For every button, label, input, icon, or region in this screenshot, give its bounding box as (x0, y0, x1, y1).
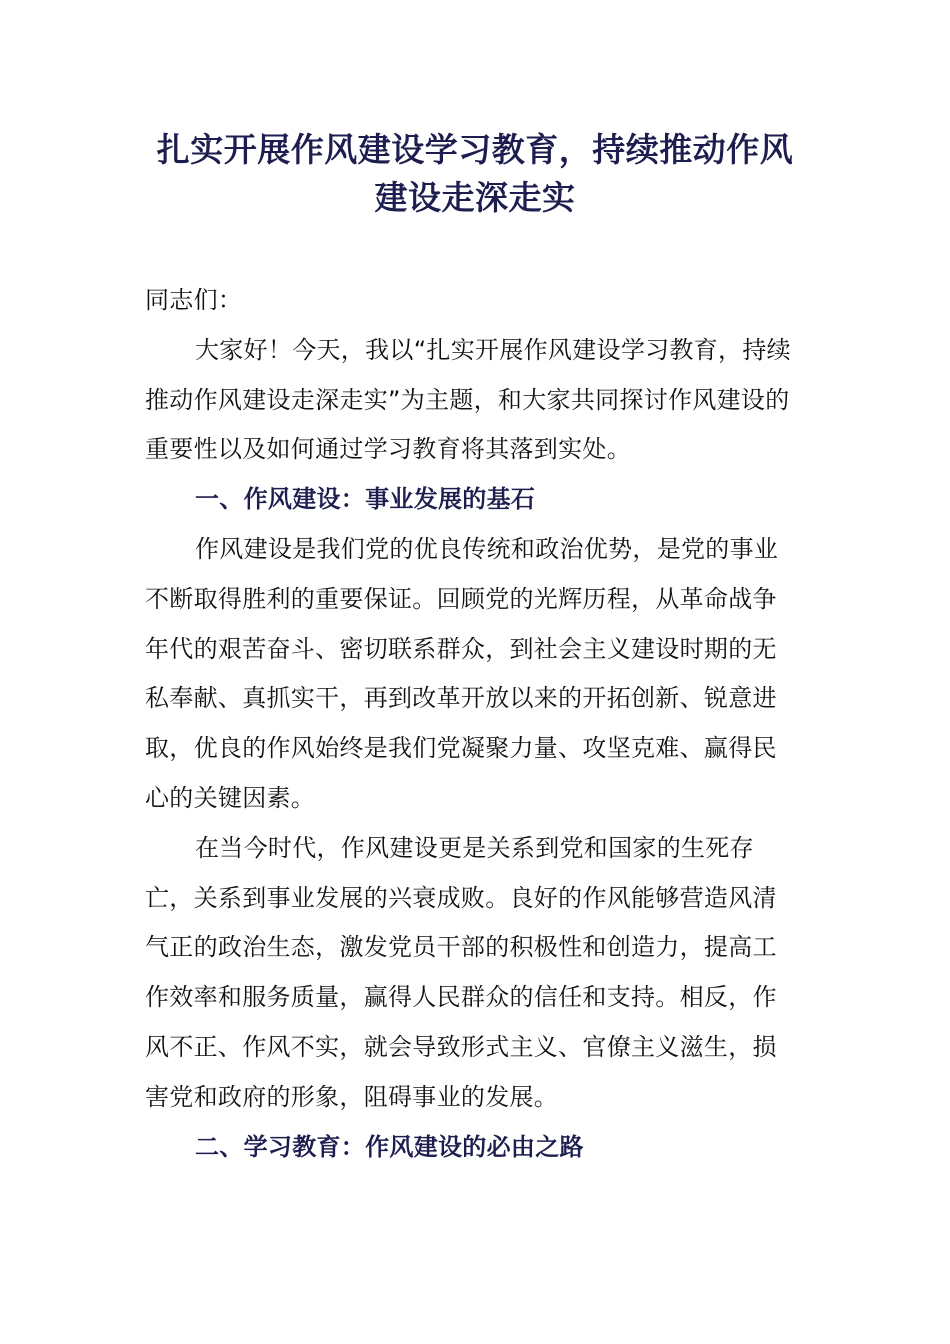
section-heading-2: 二、学习教育：作风建设的必由之路 (195, 1132, 584, 1161)
document-body (145, 276, 795, 1172)
paragraph-intro: 大家好！今天，我以“扎实开展作风建设学习教育，持续推动作风建设走深走实”为主题，和大家共同探讨作风建设的重要性以及如何通过学习教育将其落到实处。 (145, 335, 791, 464)
paragraph-importance: 在当今时代，作风建设更是关系到党和国家的生死存亡，关系到事业发展的兴衰成败。良好的作风能够营造风清气正的政治生态，激发党员干部的积极性和创造力，提高工作效率和服务质量，赢得人民群众的信任和支持。相反，作风不正、作风不实，就会导致形式主义、官僚主义滋生，损害党和政府的形象，阻碍事业的发展。 (145, 833, 777, 1111)
section-heading-1: 一、作风建设：事业发展的基石 (195, 485, 536, 514)
paragraph-tradition: 作风建设是我们党的优良传统和政治优势，是党的事业不断取得胜利的重要保证。回顾党的光辉历程，从革命战争年代的艰苦奋斗、密切联系群众，到社会主义建设时期的无私奉献、真抓实干，再到改革开放以来的开拓创新、锐意进取，优良的作风始终是我们党凝聚力量、攻坚克难、赢得民心的关键因素。 (145, 534, 779, 812)
document-title: 扎实开展作风建设学习教育，持续推动作风建设走深走实 (156, 130, 794, 217)
salutation: 同志们： (145, 286, 243, 314)
